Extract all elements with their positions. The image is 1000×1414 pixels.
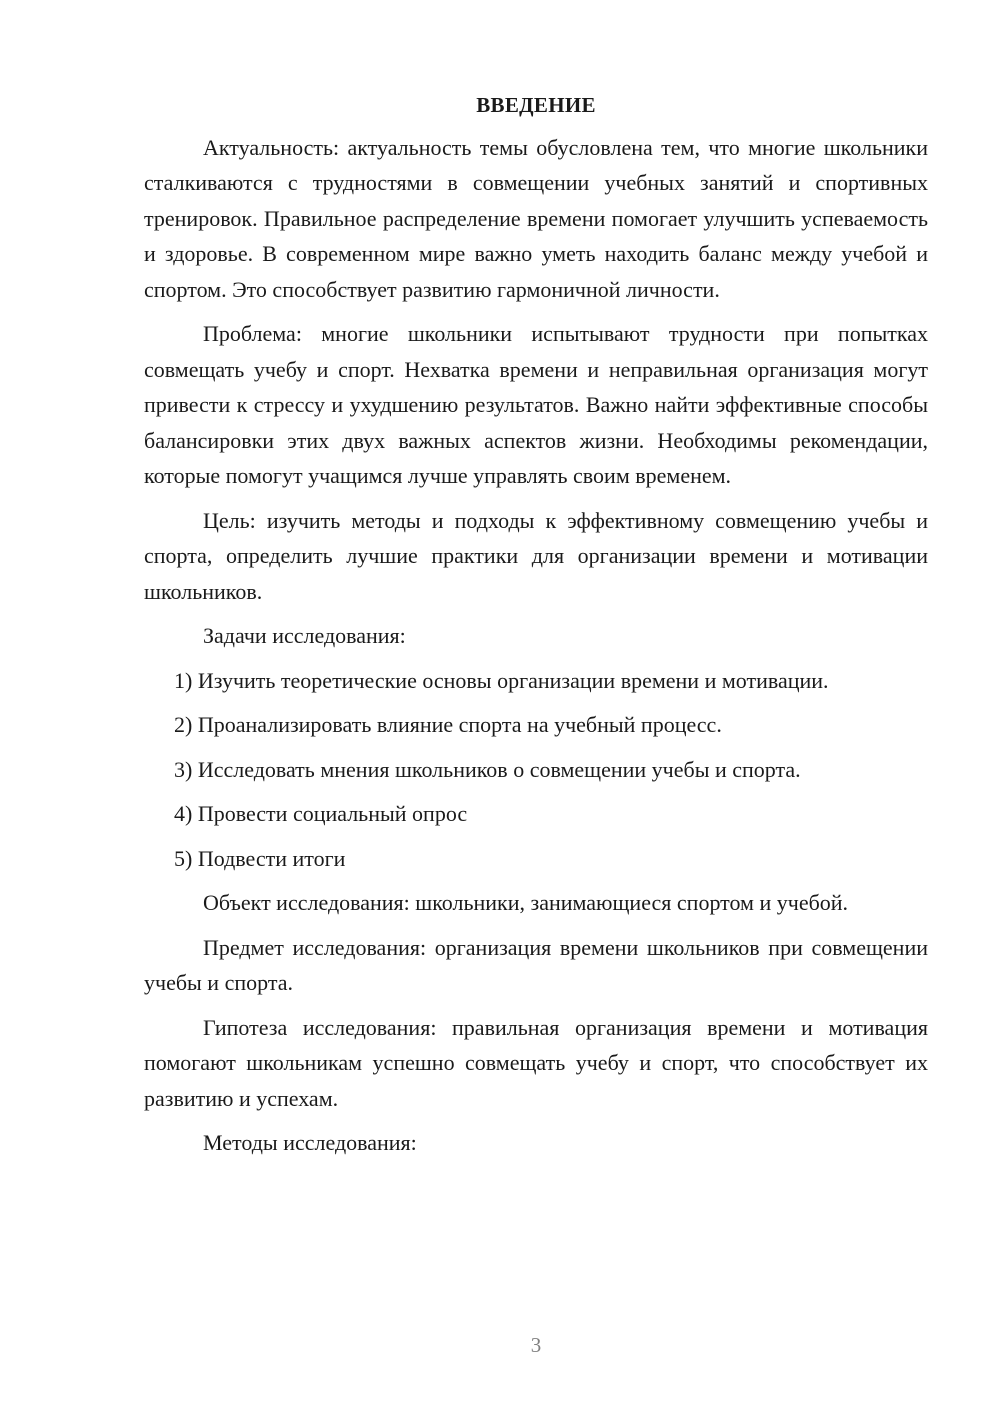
page-number: 3 — [530, 1333, 542, 1357]
tasks-heading: Задачи исследования: — [203, 623, 406, 648]
section-title: ВВЕДЕНИЕ — [476, 93, 596, 117]
document-page — [144, 88, 928, 1161]
tasks-list — [144, 663, 928, 877]
object-paragraph: Объект исследования: школьники, занимающиеся спортом и учебой. — [203, 890, 849, 915]
relevance-paragraph: Актуальность: актуальность темы обусловлена тем, что многие школьники сталкиваются с трудностями в совмещении учебных занятий и спортивных тренировок. Правильное распределение времени помогает улучшить успеваемость и здоровье. В современном мире важно уметь находить баланс между учебой и спортом. Это способствует развитию гармоничной личности. — [144, 134, 928, 302]
hypothesis-paragraph: Гипотеза исследования: правильная организация времени и мотивация помогают школьникам успешно совмещать учебу и спорт, что способствует их развитию и успехам. — [144, 1014, 928, 1111]
task-item: 5) Подвести итоги — [174, 845, 346, 871]
task-item: 2) Проанализировать влияние спорта на учебный процесс. — [174, 712, 722, 737]
methods-paragraph: Методы исследования: — [203, 1130, 417, 1155]
task-item: 3) Исследовать мнения школьников о совмещении учебы и спорта. — [174, 756, 801, 782]
subject-paragraph: Предмет исследования: организация времени школьников при совмещении учебы и спорта. — [144, 934, 928, 995]
task-item: 1) Изучить теоретические основы организации времени и мотивации. — [174, 667, 829, 693]
goal-paragraph: Цель: изучить методы и подходы к эффективному совмещению учебы и спорта, определить лучшие практики для организации времени и мотивации школьников. — [144, 507, 928, 604]
task-item: 4) Провести социальный опрос — [174, 801, 468, 826]
problem-paragraph: Проблема: многие школьники испытывают трудности при попытках совмещать учебу и спорт. Нехватка времени и неправильная организация могут привести к стрессу и ухудшению результатов. Важно найти эффективные способы балансировки этих двух важных аспектов жизни. Необходимы рекомендации, которые помогут учащимся лучше управлять своим временем. — [144, 321, 928, 488]
